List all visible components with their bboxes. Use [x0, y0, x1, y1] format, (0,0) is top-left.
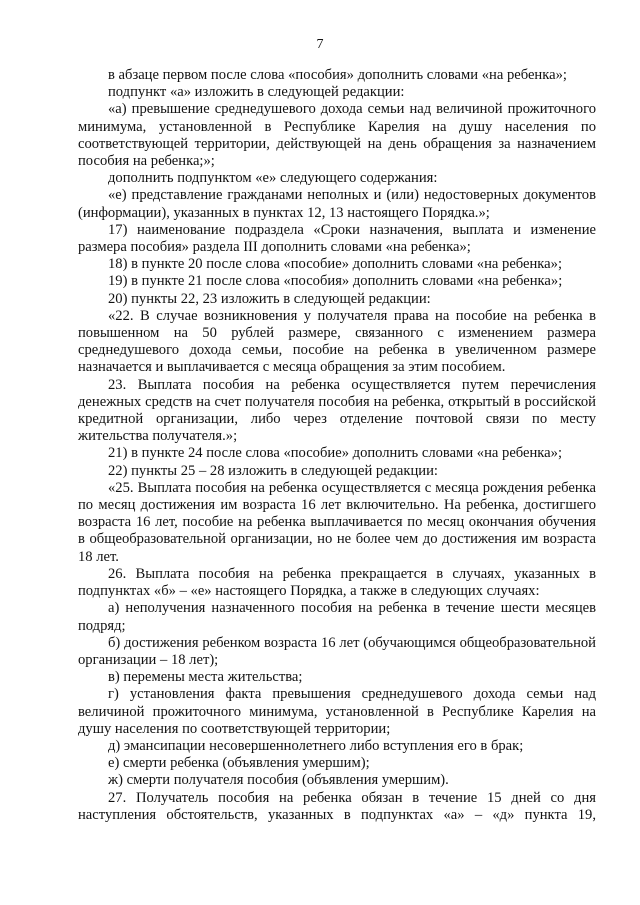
paragraph-7: 18) в пункте 20 после слова «пособие» дополнить словами «на ребенка»; — [108, 256, 563, 273]
paragraph-9: 20) пункты 22, 23 изложить в следующей редакции: — [108, 290, 431, 307]
paragraph-8: 19) в пункте 21 после слова «пособия» дополнить словами «на ребенка»; — [108, 273, 563, 290]
paragraph-23: 27. Получатель пособия на ребенка обязан в течение 15 дней со дня наступления обстоятельств, указанных в подпунктах «а» – «д» пункта 19, — [78, 789, 596, 823]
document-body — [78, 67, 596, 824]
paragraph-6: 17) наименование подраздела «Сроки назначения, выплата и изменение размера пособия» раздела III дополнить словами «на ребенка»; — [78, 221, 596, 256]
paragraph-4: дополнить подпунктом «е» следующего содержания: — [108, 170, 438, 187]
paragraph-21: е) смерти ребенка (объявления умершим); — [108, 755, 370, 772]
paragraph-11: 23. Выплата пособия на ребенка осуществляется путем перечисления денежных средств на счет получателя пособия на ребенка, открытый в российской кредитной организации, либо через отделение почтовой связи по месту жительства получателя.»; — [78, 376, 596, 445]
paragraph-12: 21) в пункте 24 после слова «пособие» дополнить словами «на ребенка»; — [108, 445, 563, 462]
paragraph-5: «е) представление гражданами неполных и (или) недостоверных документов (информации), указанных в пунктах 12, 13 настоящего Порядка.»; — [78, 187, 596, 221]
paragraph-13: 22) пункты 25 – 28 изложить в следующей редакции: — [108, 462, 438, 479]
paragraph-19: г) установления факта превышения среднедушевого дохода семьи над величиной прожиточного минимума, установленной в Республике Карелия на душу населения по соответствующей территории; — [78, 686, 596, 737]
paragraph-15: 26. Выплата пособия на ребенка прекращается в случаях, указанных в подпунктах «б» – «е» настоящего Порядка, а также в следующих случаях: — [78, 565, 596, 600]
paragraph-10: «22. В случае возникновения у получателя права на пособие на ребенка в повышенном на 50 рублей размере, связанного с изменением размера среднедушевого дохода семьи, пособие на ребенка в увеличенном размере назначается и выплачивается с месяца обращения за этим пособием. — [78, 307, 596, 376]
paragraph-16: а) неполучения назначенного пособия на ребенка в течение шести месяцев подряд; — [78, 600, 596, 634]
paragraph-2: подпункт «а» изложить в следующей редакции: — [108, 84, 405, 101]
paragraph-22: ж) смерти получателя пособия (объявления умершим). — [108, 772, 449, 789]
paragraph-17: б) достижения ребенком возраста 16 лет (обучающимся общеобразовательной организации – 18 лет); — [78, 634, 596, 668]
page-number: 7 — [316, 37, 324, 52]
paragraph-20: д) эмансипации несовершеннолетнего либо вступления его в брак; — [108, 737, 524, 754]
paragraph-3: «а) превышение среднедушевого дохода семьи над величиной прожиточного минимума, установленной в Республике Карелия на душу населения по соответствующей территории, действующей на день обращения за назначением пособия на ребенка;»; — [78, 101, 596, 170]
paragraph-1: в абзаце первом после слова «пособия» дополнить словами «на ребенка»; — [108, 67, 567, 83]
paragraph-18: в) перемены места жительства; — [108, 669, 303, 686]
paragraph-14: «25. Выплата пособия на ребенка осуществляется с месяца рождения ребенка по месяц достижения им возраста 16 лет включительно. На ребенка, достигшего возраста 16 лет, пособие на ребенка выплачивается по месяц окончания обучения в общеобразовательной организации, но не более чем до достижения им возраста 18 лет. — [78, 479, 596, 565]
